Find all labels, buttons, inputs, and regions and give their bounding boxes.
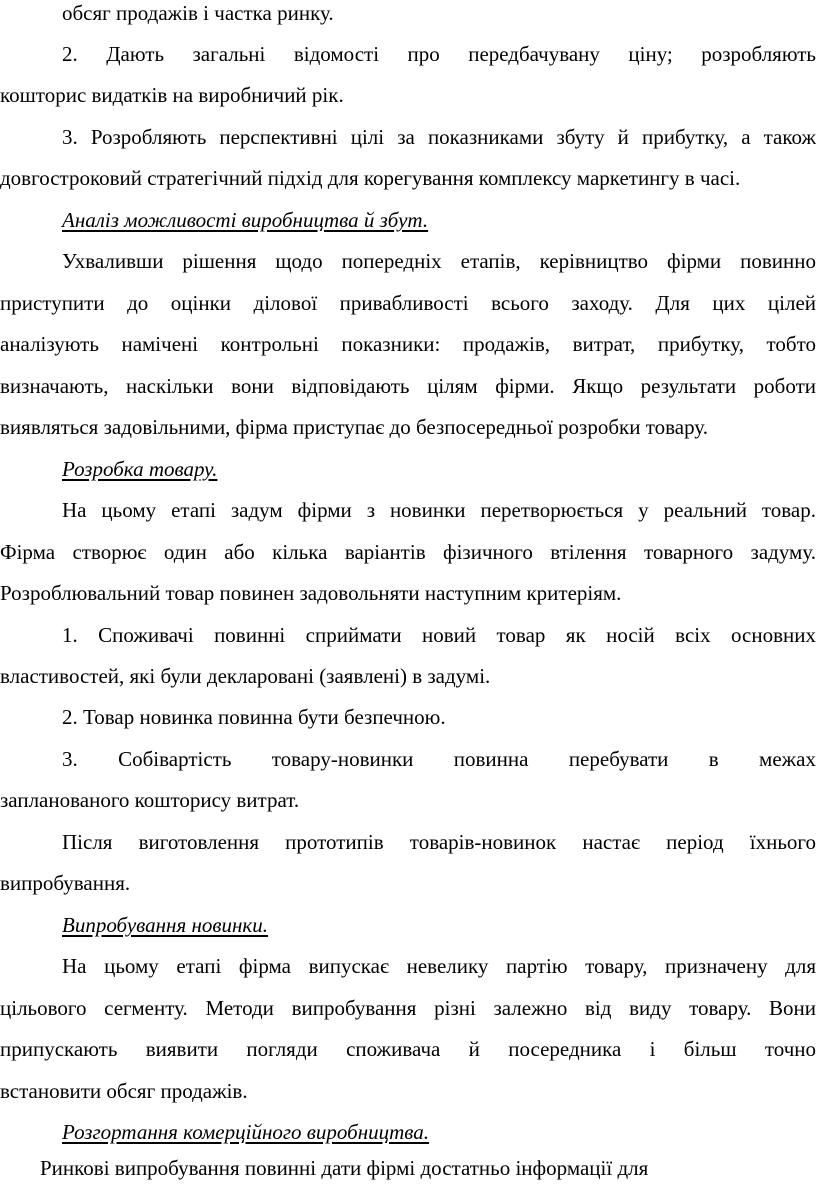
text-line: припускають виявити погляди споживача й посередника і більш точно xyxy=(0,1037,816,1061)
text-line: цільового сегменту. Методи випробування різні залежно від виду товару. Вони xyxy=(0,996,816,1020)
section-heading-text: Аналіз можливості виробництва й збут. xyxy=(62,208,429,232)
text-line: Фірма створює один або кілька варіантів фізичного втілення товарного задуму. xyxy=(0,540,816,564)
text-line: довгостроковий стратегічний підхід для корегування комплексу маркетингу в часі. xyxy=(0,166,741,190)
text-line: Після виготовлення прототипів товарів-новинок настає період їхнього xyxy=(62,830,816,854)
text-line: властивостей, які були декларовані (заявлені) в задумі. xyxy=(0,664,491,688)
text-line: 1. Споживачі повинні сприймати новий товар як носій всіх основних xyxy=(62,623,816,647)
section-heading-text: Розробка товару. xyxy=(62,457,218,481)
text-line: 2. Дають загальні відомості про передбачувану ціну; розробляють xyxy=(62,42,816,66)
section-heading-text: Випробування новинки. xyxy=(62,913,269,937)
text-line: Ринкові випробування повинні дати фірмі достатньо інформації для xyxy=(40,1156,649,1180)
text-line: 2. Товар новинка повинна бути безпечною. xyxy=(62,705,446,729)
text-line: 3. Собівартість товару-новинки повинна перебувати в межах xyxy=(62,747,816,771)
section-heading xyxy=(0,449,816,491)
text-line: На цьому етапі фірма випускає невелику партію товару, призначену для xyxy=(62,954,816,978)
text-line: кошторис видатків на виробничий рік. xyxy=(0,83,344,107)
section-heading-text: Розгортання комерційного виробництва. xyxy=(62,1120,430,1144)
text-line: приступити до оцінки ділової привабливості всього заходу. Для цих цілей xyxy=(0,291,816,315)
text-line: Ухваливши рішення щодо попередніх етапів, керівництво фірми повинно xyxy=(62,249,816,273)
section-heading xyxy=(0,905,816,947)
text-line: Розроблювальний товар повинен задовольняти наступним критеріям. xyxy=(0,581,622,605)
text-line: обсяг продажів і частка ринку. xyxy=(62,1,334,25)
text-line: визначають, наскільки вони відповідають цілям фірми. Якщо результати роботи xyxy=(0,374,816,398)
text-line: випробування. xyxy=(0,871,131,895)
text-line: На цьому етапі задум фірми з новинки перетворюється у реальний товар. xyxy=(62,498,816,522)
section-heading xyxy=(0,200,816,242)
text-line: виявляться задовільними, фірма приступає до безпосередньої розробки товару. xyxy=(0,415,708,439)
text-line: запланованого кошторису витрат. xyxy=(0,788,300,812)
text-line: аналізують намічені контрольні показники: продажів, витрат, прибутку, тобто xyxy=(0,332,816,356)
text-line: встановити обсяг продажів. xyxy=(0,1079,248,1103)
text-line: 3. Розробляють перспективні цілі за показниками збуту й прибутку, а також xyxy=(62,125,816,149)
